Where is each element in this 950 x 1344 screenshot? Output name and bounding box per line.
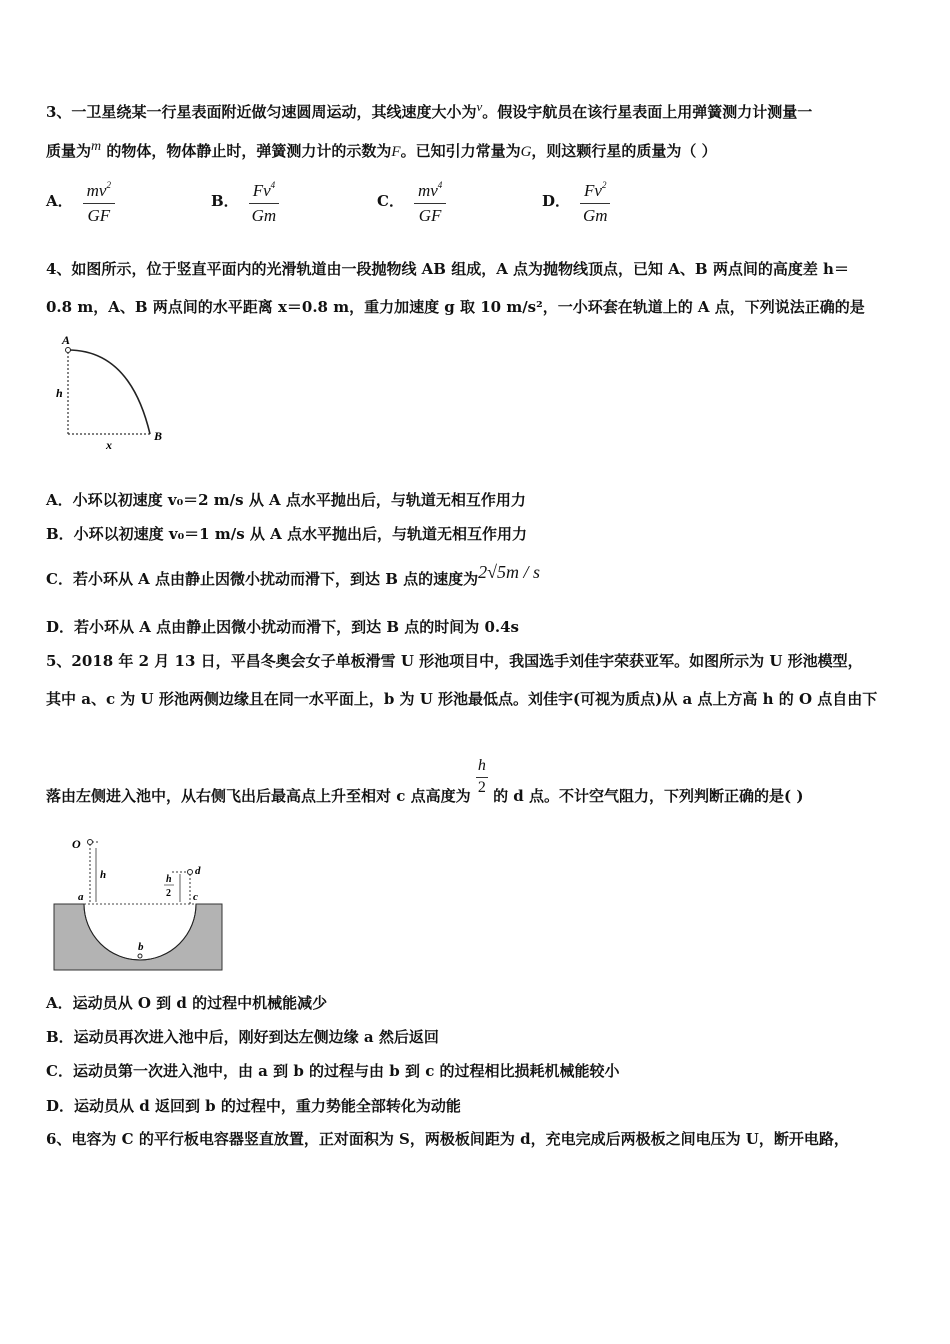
option-fraction [249,175,279,226]
q5-line3 [46,755,804,805]
frac-num: mv [86,180,107,200]
label-B: B [154,429,163,443]
q3-text-2a: 质量为 [46,142,92,160]
q5-h-half-fraction [476,755,488,798]
q6-line1: 6、电容为 C 的平行板电容器竖直放置，正对面积为 S，两极板间距为 d，充电完成后两极板之间电压为 U，断开电路， [46,1130,849,1148]
q4-option-c-math: 2√5m / s [478,562,541,582]
q4-option-c[interactable] [46,562,541,589]
q3-text-1b: 。假设宇航员在该行星表面上用弹簧测力计测量一 [482,103,813,121]
q5-option-b[interactable]: B．运动员再次进入池中后，刚好到达左侧边缘 a 然后返回 [46,1028,439,1046]
q3-text-2c: 。已知引力常量为 [400,142,521,160]
q3-line1 [46,101,812,122]
q5-option-d[interactable]: D．运动员从 d 返回到 b 的过程中，重力势能全部转化为动能 [46,1097,461,1115]
option-fraction [414,175,446,226]
q5-u-pool-figure [54,834,224,974]
frac-exp: 2 [106,179,111,190]
frac-exp: 4 [437,179,443,190]
frac-num: h [476,755,488,778]
q4-line2: 0.8 m，A、B 两点间的水平距离 x＝0.8 m，重力加速度 g 取 10 m/s²，一小环套在轨道上的 A 点，下列说法正确的是 [46,298,865,316]
label-h: h [100,869,107,881]
label-c: c [193,891,198,903]
option-fraction [580,175,610,226]
frac-den: 2 [477,779,486,796]
frac-num: Fv [584,180,602,200]
q5-option-a[interactable]: A．运动员从 O 到 d 的过程中机械能减少 [46,994,328,1012]
option-label: A． [46,191,73,210]
q3-option-d[interactable] [542,172,610,228]
q3-options [46,172,906,228]
label-b: b [138,941,144,953]
q3-text-2b: 的物体，物体静止时，弹簧测力计的示数为 [106,142,392,160]
q3-option-a[interactable] [46,172,115,228]
option-fraction [83,175,115,226]
frac-exp: 4 [270,179,276,190]
option-label: D． [542,191,571,210]
q3-m-symbol: m [91,139,102,154]
parabola-track [68,350,150,434]
q5-text-3a: 落由左侧进入池中，从右侧飞出后最高点上升至相对 c 点高度为 [46,786,471,805]
q3-text-2d: ，则这颗行星的质量为（ ） [531,142,717,160]
q3-G-symbol: G [520,144,532,160]
frac-exp: 2 [601,179,607,190]
q4-line1: 4、如图所示，位于竖直平面内的光滑轨道由一段抛物线 AB 组成，A 点为抛物线顶点，已知 A、B 两点间的高度差 h＝ [46,260,849,278]
q3-v-symbol: v [476,99,483,114]
label-h: h [56,386,63,400]
q4-option-d[interactable]: D．若小环从 A 点由静止因微小扰动而滑下，到达 B 点的时间为 0.4s [46,618,519,636]
q5-option-c[interactable]: C．运动员第一次进入池中，由 a 到 b 的过程与由 b 到 c 的过程相比损耗机械能较小 [46,1062,620,1080]
q4-option-c-text: C．若小环从 A 点由静止因微小扰动而滑下，到达 B 点的速度为 [46,570,479,588]
q5-text-3b: 的 d 点。不计空气阻力，下列判断正确的是( ) [493,786,804,805]
q3-F-symbol: F [391,144,401,160]
q4-option-b[interactable]: B．小环以初速度 v₀＝1 m/s 从 A 点水平抛出后，与轨道无相互作用力 [46,525,527,543]
frac-den: Gm [582,205,608,225]
label-a: a [78,891,84,903]
frac-num: Fv [252,180,271,200]
point-o-marker [88,840,93,845]
option-label: B． [211,191,239,210]
q4-option-a[interactable]: A．小环以初速度 v₀＝2 m/s 从 A 点水平抛出后，与轨道无相互作用力 [46,491,526,509]
q4-parabola-figure [50,334,180,454]
q3-option-b[interactable] [211,172,279,228]
option-label: C． [377,191,404,210]
point-b-marker [138,954,142,958]
q3-text-1: 3、一卫星绕某一行星表面附近做匀速圆周运动，其线速度大小为 [46,103,477,121]
frac-den: GF [87,205,111,225]
label-O: O [72,837,81,851]
q3-option-c[interactable] [377,172,446,228]
label-half-num: h [166,874,172,885]
point-d-marker [188,870,193,875]
q5-line1: 5、2018 年 2 月 13 日，平昌冬奥会女子单板滑雪 U 形池项目中，我国选手刘佳宇荣获亚军。如图所示为 U 形池模型， [46,652,863,670]
label-x: x [106,438,112,452]
frac-num: mv [417,180,438,200]
point-a-marker [66,348,71,353]
label-d: d [195,865,201,877]
frac-den: Gm [251,205,277,225]
label-A: A [62,333,71,347]
label-half-den: 2 [166,888,171,899]
q5-line2: 其中 a、c 为 U 形池两侧边缘且在同一水平面上，b 为 U 形池最低点。刘佳宇(可视为质点)从 a 点上方高 h 的 O 点自由下 [46,690,878,708]
q3-line2 [46,140,717,161]
frac-den: GF [418,205,442,225]
